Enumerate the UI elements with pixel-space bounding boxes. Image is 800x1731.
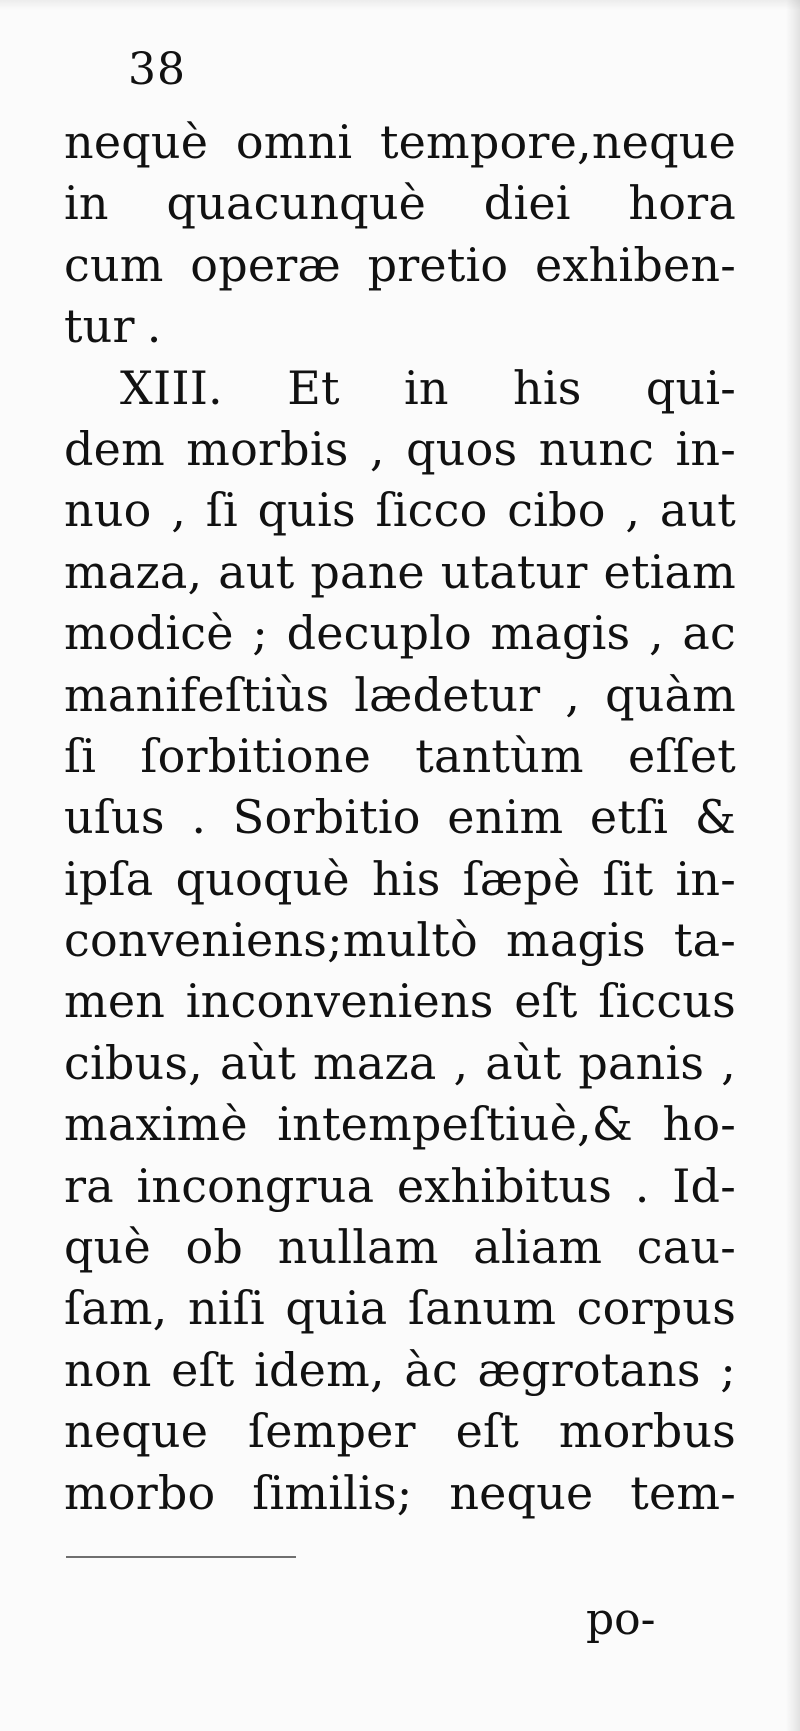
word: Sorbitio	[232, 790, 421, 845]
word: exhibitus	[396, 1158, 613, 1213]
text-line-2	[64, 173, 736, 234]
word: eſt	[455, 1404, 519, 1459]
word: lædetur	[354, 667, 541, 722]
text-line-17	[64, 1094, 736, 1155]
word: niſi	[187, 1281, 265, 1336]
word: aùt	[485, 1035, 562, 1090]
word: dem	[64, 421, 165, 476]
page-edge-shadow-top	[0, 0, 800, 10]
word: cau-	[636, 1220, 736, 1275]
word: tantùm	[415, 728, 584, 783]
word: etiam	[603, 544, 736, 599]
word: maza	[313, 1035, 437, 1090]
word: nequè	[64, 115, 209, 169]
word: .	[634, 1158, 650, 1213]
word: exhiben-	[535, 237, 736, 292]
text-line-4	[64, 296, 736, 357]
word: non	[64, 1342, 152, 1397]
word: qui-	[645, 360, 736, 415]
word: utatur	[440, 544, 588, 599]
section-number: XIII.	[120, 360, 223, 415]
word: ,	[453, 1035, 469, 1090]
word: què	[64, 1220, 151, 1275]
word: ægrotans	[477, 1342, 701, 1397]
text-line-13	[64, 849, 736, 910]
word: ſæpè	[462, 851, 581, 906]
text-line-21	[64, 1340, 736, 1401]
text-line-5	[64, 358, 736, 419]
word: corpus	[576, 1281, 736, 1336]
word: manifeſtiùs	[64, 667, 330, 722]
word: ſorbitione	[140, 728, 372, 783]
word: his	[371, 851, 441, 906]
word: tem-	[630, 1465, 736, 1520]
word: aut	[659, 483, 736, 538]
word: incongrua	[136, 1158, 375, 1213]
text-line-18	[64, 1156, 736, 1217]
text-line-12	[64, 787, 736, 848]
word: ſemper	[248, 1404, 416, 1459]
word: cum	[64, 237, 164, 292]
word: idem,	[254, 1342, 385, 1397]
bottom-rule	[66, 1556, 296, 1558]
page-number: 38	[128, 44, 186, 95]
word: inconveniens	[185, 974, 494, 1029]
word: pane	[310, 544, 425, 599]
text-line-22	[64, 1401, 736, 1462]
word: neque	[449, 1465, 594, 1520]
word: in	[64, 176, 109, 231]
word: ra	[64, 1158, 114, 1213]
word: neque	[64, 1404, 209, 1459]
word: decuplo	[286, 606, 472, 661]
text-line-16	[64, 1033, 736, 1094]
word: ,	[565, 667, 581, 722]
word: ,	[171, 483, 187, 538]
text-line-9	[64, 603, 736, 664]
word: quos	[406, 421, 518, 476]
word: maza,	[64, 544, 203, 599]
word: modicè	[64, 606, 234, 661]
word: morbus	[558, 1404, 736, 1459]
word: men	[64, 974, 166, 1029]
word: uſus	[64, 790, 165, 845]
text-line-1	[64, 112, 736, 173]
word: etſi	[589, 790, 669, 845]
word: .	[191, 790, 207, 845]
word: magis	[506, 913, 646, 968]
text-line-23	[64, 1463, 736, 1524]
text-line-6	[64, 419, 736, 480]
word: ,	[721, 1035, 736, 1090]
word: ſi	[205, 483, 238, 538]
word: diei	[483, 176, 571, 231]
word: enim	[447, 790, 564, 845]
text-line-7	[64, 480, 736, 541]
word: ,	[625, 483, 641, 538]
word: ſi	[64, 728, 97, 783]
word: aut	[218, 544, 295, 599]
word: intempeſtiuè,&	[277, 1097, 634, 1152]
word: conveniens;multò	[64, 913, 478, 968]
word: tempore,neque	[379, 115, 736, 169]
word: ,	[369, 421, 385, 476]
word: ta-	[673, 913, 736, 968]
text-line-3	[64, 235, 736, 296]
word: ,	[648, 606, 664, 661]
text-line-8	[64, 542, 736, 603]
word: omni	[235, 115, 353, 169]
word: quacunquè	[166, 176, 427, 231]
word: àc	[404, 1342, 458, 1397]
word: ſiccus	[598, 974, 736, 1029]
word: ſit	[602, 851, 654, 906]
text-line-10	[64, 665, 736, 726]
word: Et	[287, 360, 340, 415]
body-text	[64, 112, 736, 1524]
word: eſſet	[628, 728, 736, 783]
word: eſt	[514, 974, 578, 1029]
word: ipſa	[64, 851, 154, 906]
word: tur	[64, 299, 135, 354]
word: ;	[252, 606, 268, 661]
word: pretio	[367, 237, 509, 292]
word: quoquè	[175, 851, 350, 906]
page-edge-shadow-right	[786, 0, 800, 1731]
word: quis	[257, 483, 356, 538]
word: panis	[578, 1035, 705, 1090]
word: morbis	[186, 421, 349, 476]
word: quia	[285, 1281, 388, 1336]
word: operæ	[190, 237, 341, 292]
word: ac	[682, 606, 736, 661]
word: cibus,	[64, 1035, 203, 1090]
text-line-20	[64, 1278, 736, 1339]
word: Id-	[672, 1158, 736, 1213]
word: morbo	[64, 1465, 216, 1520]
catchword: po-	[586, 1594, 656, 1645]
word: ſimilis;	[252, 1465, 413, 1520]
word: nuo	[64, 483, 152, 538]
word: in-	[675, 851, 736, 906]
word: in-	[675, 421, 736, 476]
word: maximè	[64, 1097, 248, 1152]
word: ;	[720, 1342, 736, 1397]
word: aliam	[473, 1220, 603, 1275]
text-line-19	[64, 1217, 736, 1278]
text-line-14	[64, 910, 736, 971]
word: hora	[628, 176, 736, 231]
word: ſanum	[407, 1281, 557, 1336]
word: quàm	[605, 667, 736, 722]
word: ſicco	[375, 483, 488, 538]
word: magis	[490, 606, 631, 661]
word: ob	[185, 1220, 244, 1275]
word: ho-	[662, 1097, 736, 1152]
word: nunc	[538, 421, 655, 476]
word: cibo	[507, 483, 606, 538]
word: his	[513, 360, 582, 415]
word: in	[403, 360, 449, 415]
word: &	[694, 790, 736, 845]
word: ſam,	[64, 1281, 168, 1336]
word: .	[146, 299, 162, 354]
word: eſt	[171, 1342, 235, 1397]
word: nullam	[277, 1220, 439, 1275]
text-line-15	[64, 971, 736, 1032]
text-line-11	[64, 726, 736, 787]
word: aùt	[219, 1035, 297, 1090]
